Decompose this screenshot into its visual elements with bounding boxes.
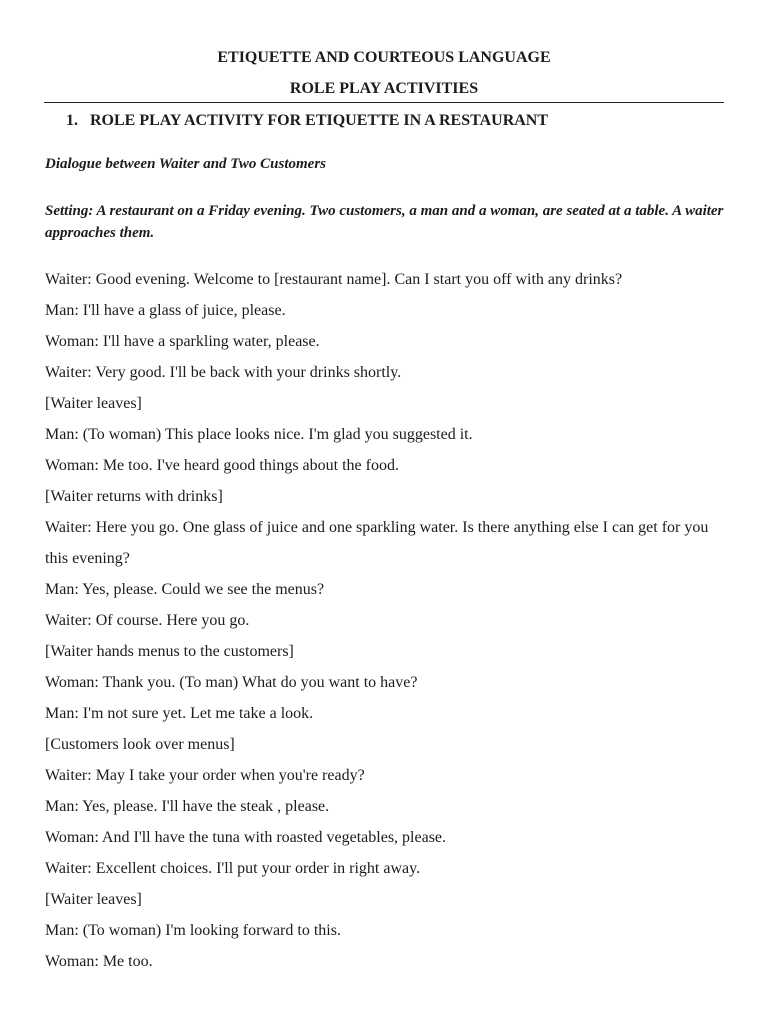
- dialogue-line: Man: Yes, please. Could we see the menus?: [45, 581, 325, 598]
- dialogue-line: Woman: Me too.: [45, 953, 153, 970]
- dialogue-line: Woman: And I'll have the tuna with roasted vegetables, please.: [45, 829, 447, 846]
- dialogue-line: Woman: Me too. I've heard good things about the food.: [45, 457, 399, 474]
- stage-direction: [Waiter hands menus to the customers]: [45, 643, 294, 660]
- dialogue-subtitle: Dialogue between Waiter and Two Customers: [45, 156, 326, 172]
- dialogue-line: Woman: I'll have a sparkling water, please.: [45, 333, 320, 350]
- setting-paragraph: Setting: A restaurant on a Friday evening. Two customers, a man and a woman, are seated at a table. A waiter approaches them.: [45, 203, 724, 241]
- stage-direction: [Waiter leaves]: [45, 395, 142, 412]
- dialogue-line: Waiter: Excellent choices. I'll put your order in right away.: [45, 860, 421, 877]
- dialogue-line: Man: (To woman) This place looks nice. I'm glad you suggested it.: [45, 426, 473, 443]
- dialogue-line: Waiter: May I take your order when you're ready?: [45, 767, 365, 784]
- dialogue-line: Man: Yes, please. I'll have the steak , please.: [45, 798, 330, 815]
- stage-direction: [Waiter returns with drinks]: [45, 488, 223, 505]
- dialogue-line: Waiter: Here you go. One glass of juice and one sparkling water. Is there anything else I can get for you this evening?: [45, 519, 709, 567]
- stage-direction: [Waiter leaves]: [45, 891, 142, 908]
- dialogue-list: [45, 264, 735, 977]
- section-title: ROLE PLAY ACTIVITY FOR ETIQUETTE IN A RESTAURANT: [90, 112, 549, 129]
- dialogue-line: Man: I'm not sure yet. Let me take a look.: [45, 705, 314, 722]
- dialogue-line: Waiter: Good evening. Welcome to [restaurant name]. Can I start you off with any drinks?: [45, 271, 623, 288]
- document-subtitle-heading: ROLE PLAY ACTIVITIES: [289, 80, 479, 97]
- title-divider: [44, 102, 724, 103]
- section-number: 1.: [66, 112, 78, 129]
- section-heading: [66, 112, 548, 130]
- dialogue-line: Man: I'll have a glass of juice, please.: [45, 302, 286, 319]
- dialogue-line: Woman: Thank you. (To man) What do you want to have?: [45, 674, 418, 691]
- dialogue-line: Man: (To woman) I'm looking forward to this.: [45, 922, 341, 939]
- dialogue-line: Waiter: Very good. I'll be back with your drinks shortly.: [45, 364, 402, 381]
- dialogue-line: Waiter: Of course. Here you go.: [45, 612, 250, 629]
- stage-direction: [Customers look over menus]: [45, 736, 235, 753]
- document-title: ETIQUETTE AND COURTEOUS LANGUAGE: [217, 49, 551, 66]
